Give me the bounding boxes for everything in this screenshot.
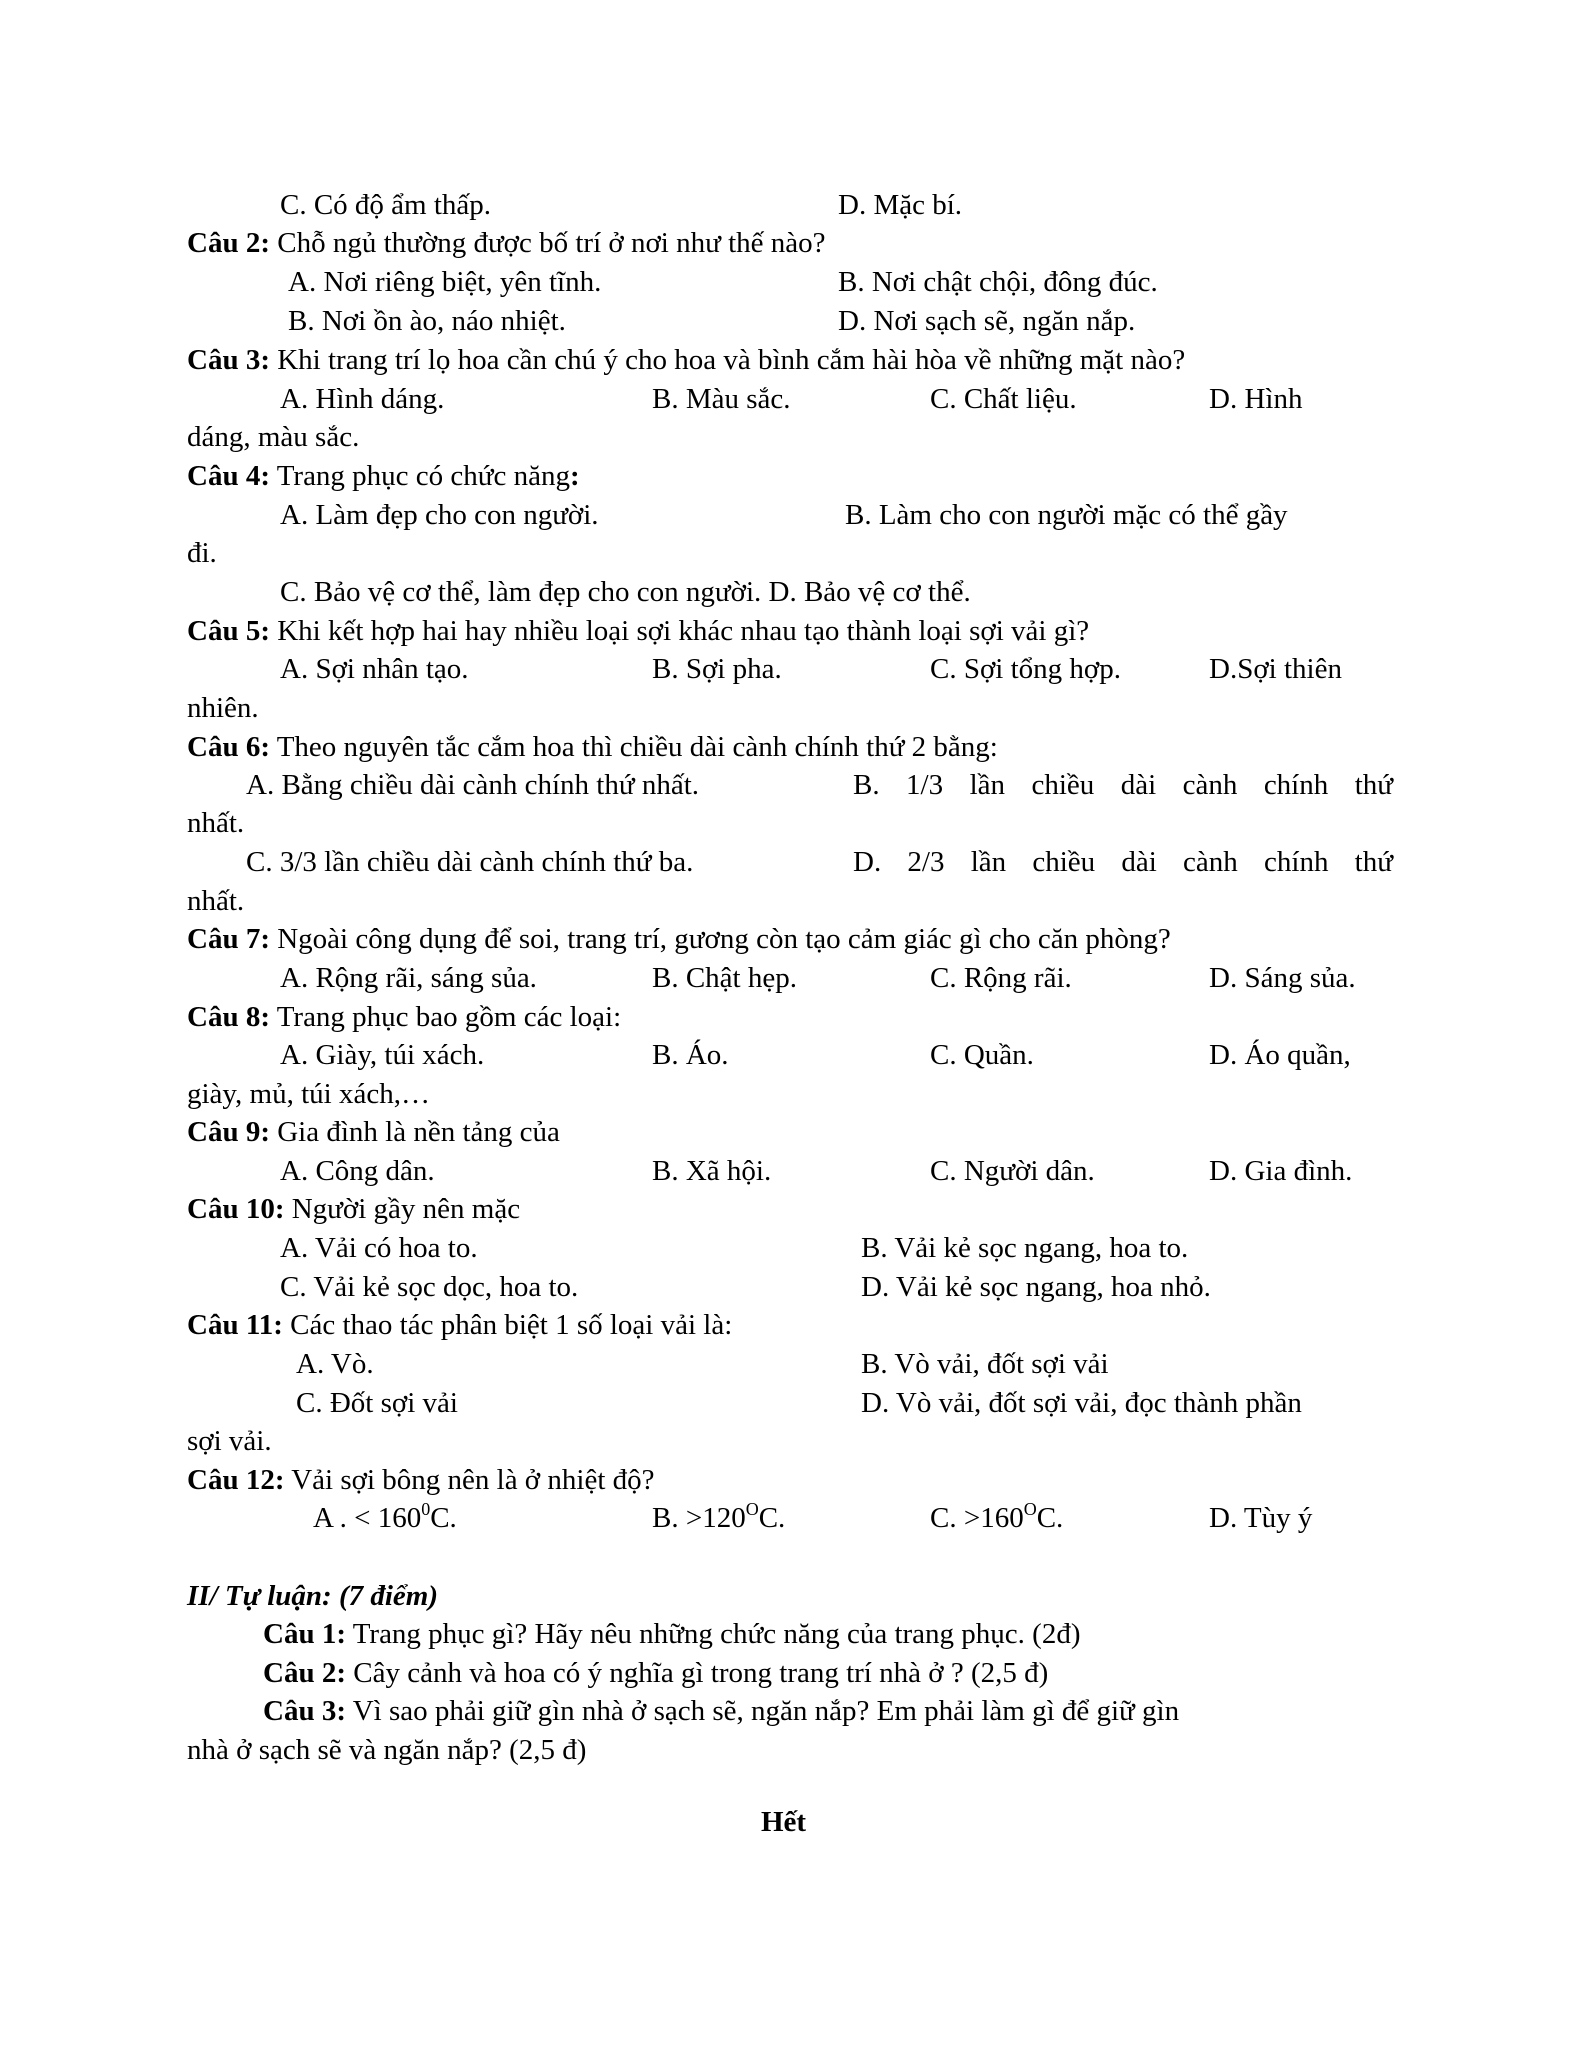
question-8 (187, 1000, 621, 1034)
question-label: Câu 4: (187, 460, 270, 492)
q12-option-a (313, 1501, 457, 1535)
essay-question-1 (263, 1617, 1081, 1651)
option-text: C. >160 (930, 1502, 1024, 1534)
question-11 (187, 1308, 732, 1342)
question-text: Trang phục gì? Hãy nêu những chức năng của trang phục. (2đ) (345, 1618, 1081, 1650)
option-unit: C. (1036, 1502, 1064, 1534)
q10-option-a: A. Vải có hoa to. (280, 1232, 478, 1264)
q6-option-c: C. 3/3 lần chiều dài cành chính thứ ba. (246, 846, 694, 878)
q6-option-d-wrap: nhất. (187, 885, 245, 917)
option-unit: C. (758, 1502, 786, 1534)
question-7 (187, 922, 1171, 956)
q4-option-b: B. Làm cho con người mặc có thể gầy (845, 499, 1288, 531)
option-text: B. >120 (652, 1502, 746, 1534)
q8-option-b: B. Áo. (652, 1039, 729, 1071)
word: dài (1120, 769, 1157, 801)
q6-option-a: A. Bằng chiều dài cành chính thứ nhất. (246, 769, 700, 801)
q5-option-c: C. Sợi tổng hợp. (930, 653, 1122, 685)
question-10 (187, 1192, 520, 1226)
q3-option-c: C. Chất liệu. (930, 383, 1077, 415)
question-text: Khi kết hợp hai hay nhiều loại sợi khác nhau tạo thành loại sợi vải gì? (269, 615, 1090, 647)
word: 1/3 (906, 769, 944, 801)
word: chiều (1032, 846, 1096, 878)
q3-option-a: A. Hình dáng. (280, 383, 445, 415)
question-text: Vì sao phải giữ gìn nhà ở sạch sẽ, ngăn nắp? Em phải làm gì để giữ gìn (345, 1695, 1180, 1727)
q11-option-c: C. Đốt sợi vải (296, 1387, 458, 1419)
question-5 (187, 614, 1089, 648)
q7-option-a: A. Rộng rãi, sáng sủa. (280, 962, 537, 994)
q9-option-d: D. Gia đình. (1209, 1155, 1353, 1187)
q2-option-c: B. Nơi ồn ào, náo nhiệt. (288, 305, 566, 337)
question-label: Câu 11: (187, 1309, 283, 1341)
q10-option-b: B. Vải kẻ sọc ngang, hoa to. (861, 1232, 1189, 1264)
q2-option-a: A. Nơi riêng biệt, yên tĩnh. (288, 266, 602, 298)
question-text: Chỗ ngủ thường được bố trí ở nơi như thế nào? (269, 227, 826, 259)
question-text: Vải sợi bông nên là ở nhiệt độ? (284, 1464, 655, 1496)
essay-question-3-wrap: nhà ở sạch sẽ và ngăn nắp? (2,5 đ) (187, 1734, 587, 1766)
question-label: Câu 8: (187, 1001, 270, 1033)
question-text: Gia đình là nền tảng của (269, 1116, 560, 1148)
question-4 (187, 459, 580, 493)
superscript: O (745, 1499, 759, 1519)
q11-option-a: A. Vò. (296, 1348, 374, 1380)
question-label: Câu 3: (187, 344, 270, 376)
q12-option-d: D. Tùy ý (1209, 1502, 1313, 1534)
word: cành (1182, 769, 1238, 801)
question-3 (187, 343, 1185, 377)
question-text: Người gầy nên mặc (284, 1193, 521, 1225)
question-text: Theo nguyên tắc cắm hoa thì chiều dài cành chính thứ 2 bằng: (269, 731, 998, 763)
question-label: Câu 10: (187, 1193, 285, 1225)
end-marker: Hết (761, 1806, 807, 1838)
question-colon: : (570, 460, 580, 492)
question-text: Ngoài công dụng để soi, trang trí, gương còn tạo cảm giác gì cho căn phòng? (269, 923, 1171, 955)
q12-option-b (652, 1501, 785, 1535)
question-label: Câu 9: (187, 1116, 270, 1148)
q8-option-c: C. Quần. (930, 1039, 1034, 1071)
question-6 (187, 730, 998, 764)
q7-option-b: B. Chật hẹp. (652, 962, 797, 994)
question-text: Các thao tác phân biệt 1 số loại vải là: (282, 1309, 733, 1341)
essay-question-2 (263, 1656, 1048, 1690)
q6-option-b-wrap: nhất. (187, 807, 245, 839)
q5-option-d: D.Sợi thiên (1209, 653, 1342, 685)
q9-option-a: A. Công dân. (280, 1155, 435, 1187)
question-label: Câu 7: (187, 923, 270, 955)
q10-option-c: C. Vải kẻ sọc dọc, hoa to. (280, 1271, 579, 1303)
essay-heading: II/ Tự luận: (7 điểm) (187, 1580, 438, 1612)
word: lần (969, 769, 1005, 801)
q3-option-d-wrap: dáng, màu sắc. (187, 421, 360, 453)
q8-option-d: D. Áo quần, (1209, 1039, 1351, 1071)
word: dài (1121, 846, 1157, 878)
q1-option-d: D. Mặc bí. (838, 189, 963, 221)
question-label: Câu 1: (263, 1618, 346, 1650)
question-label: Câu 2: (187, 227, 270, 259)
essay-question-3 (263, 1694, 1179, 1728)
question-2 (187, 226, 826, 260)
word: thứ (1354, 769, 1393, 801)
q4-option-a: A. Làm đẹp cho con người. (280, 499, 599, 531)
q11-option-d-wrap: sợi vải. (187, 1425, 272, 1457)
q2-option-b: B. Nơi chật chội, đông đúc. (838, 266, 1158, 298)
q4-option-cd: C. Bảo vệ cơ thể, làm đẹp cho con người. D. Bảo vệ cơ thể. (280, 576, 971, 608)
word: lần (970, 846, 1007, 878)
word: 2/3 (907, 846, 945, 878)
q8-option-d-wrap: giày, mủ, túi xách,… (187, 1078, 430, 1110)
question-label: Câu 12: (187, 1464, 285, 1496)
option-text: A . < 160 (313, 1502, 422, 1534)
question-label: Câu 3: (263, 1695, 346, 1727)
q11-option-b: B. Vò vải, đốt sợi vải (861, 1348, 1109, 1380)
q4-option-b-wrap: đi. (187, 537, 217, 569)
question-label: Câu 5: (187, 615, 270, 647)
q7-option-d: D. Sáng sủa. (1209, 962, 1356, 994)
word: cành (1183, 846, 1238, 878)
question-9 (187, 1115, 560, 1149)
q9-option-b: B. Xã hội. (652, 1155, 772, 1187)
question-12 (187, 1463, 655, 1497)
q11-option-d: D. Vò vải, đốt sợi vải, đọc thành phần (861, 1387, 1302, 1419)
q5-option-b: B. Sợi pha. (652, 653, 782, 685)
q7-option-c: C. Rộng rãi. (930, 962, 1072, 994)
word: chính (1264, 846, 1329, 878)
word: chính (1263, 769, 1329, 801)
option-unit: C. (430, 1502, 457, 1534)
superscript: O (1023, 1499, 1037, 1519)
q3-option-d: D. Hình (1209, 383, 1303, 415)
q12-option-c (930, 1501, 1063, 1535)
q6-option-d (853, 845, 1393, 879)
q5-option-d-wrap: nhiên. (187, 692, 259, 724)
q5-option-a: A. Sợi nhân tạo. (280, 653, 469, 685)
question-label: Câu 6: (187, 731, 270, 763)
question-text: Trang phục có chức năng (269, 460, 571, 492)
q1-option-c: C. Có độ ẩm thấp. (280, 189, 492, 221)
word: thứ (1354, 846, 1393, 878)
word: B. (853, 769, 880, 801)
word: D. (853, 846, 882, 878)
q9-option-c: C. Người dân. (930, 1155, 1095, 1187)
q3-option-b: B. Màu sắc. (652, 383, 791, 415)
word: chiều (1031, 769, 1095, 801)
q2-option-d: D. Nơi sạch sẽ, ngăn nắp. (838, 305, 1136, 337)
q8-option-a: A. Giày, túi xách. (280, 1039, 485, 1071)
superscript: 0 (421, 1499, 431, 1519)
q10-option-d: D. Vải kẻ sọc ngang, hoa nhỏ. (861, 1271, 1211, 1303)
question-text: Cây cảnh và hoa có ý nghĩa gì trong trang trí nhà ở ? (2,5 đ) (345, 1657, 1049, 1689)
question-label: Câu 2: (263, 1657, 346, 1689)
question-text: Khi trang trí lọ hoa cần chú ý cho hoa và bình cắm hài hòa về những mặt nào? (269, 344, 1186, 376)
q6-option-b (853, 768, 1393, 802)
question-text: Trang phục bao gồm các loại: (269, 1001, 622, 1033)
